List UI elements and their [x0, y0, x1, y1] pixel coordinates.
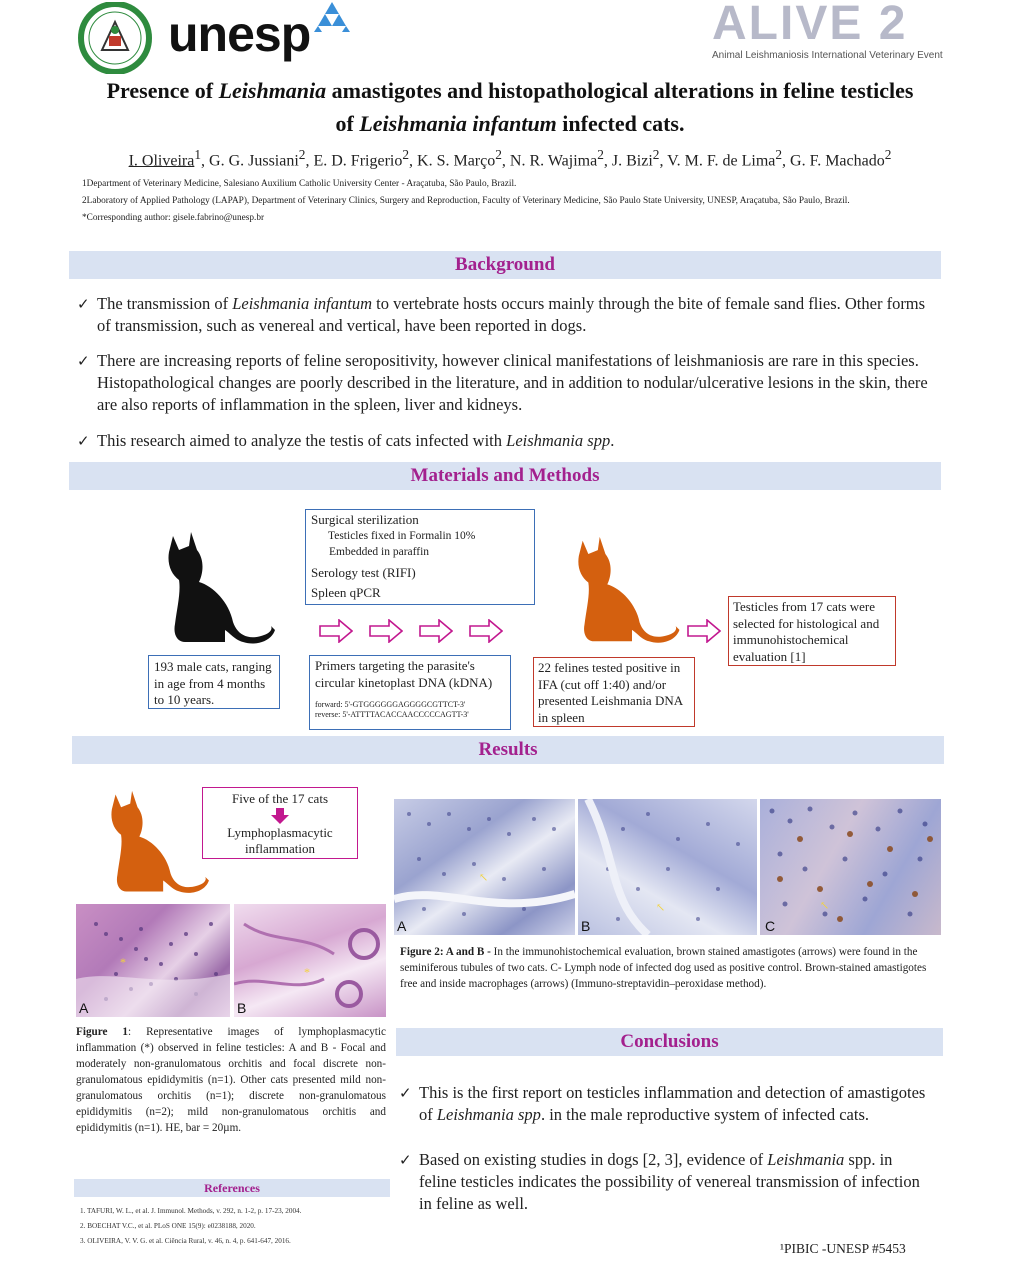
title-l2-pre: of: [335, 111, 360, 136]
svg-text:*: *: [304, 965, 310, 979]
check-icon: ✓: [399, 1084, 412, 1102]
arrow-right-icon: [369, 619, 403, 643]
bg1-it: Leishmania infantum: [232, 294, 373, 313]
figure2-image-c: [760, 799, 941, 935]
author-3-sup: 2: [402, 147, 410, 162]
alive-logo: [712, 0, 943, 70]
arrow-right-icon: [419, 619, 453, 643]
bg3-pre: This research aimed to analyze the testis of cats infected with: [97, 431, 507, 450]
university-seal: [76, 2, 154, 74]
title-l2-it: Leishmania infantum: [359, 111, 557, 136]
unesp-triangles-icon: [312, 2, 352, 32]
affiliations: [82, 177, 927, 225]
alive-subtitle: Animal Leishmaniosis International Veterinary Event: [712, 50, 943, 61]
bg1-post: to vertebrate hosts occurs mainly through the bite of female sand flies. Other forms of transmission, such as venereal and vertical, have been reported in dogs.: [97, 294, 926, 335]
bg3-post: .: [610, 431, 615, 450]
conclusions-heading: Conclusions: [396, 1028, 943, 1056]
inflammation-text: Lymphoplasmacytic inflammation: [227, 825, 333, 856]
figure1-caption: [76, 1024, 386, 1136]
c1-it: Leishmania spp: [436, 1105, 541, 1124]
pibic-footer: ¹PIBIC -UNESP #5453: [780, 1241, 906, 1256]
arrow-right-icon: [469, 619, 503, 643]
author-7: V. M. F. de Lima: [667, 152, 776, 170]
primer-forward: forward: 5'-GTGGGGGGAGGGGCGTTCT-3': [315, 700, 466, 709]
selected-box: Testicles from 17 cats were selected for histological and immunohistochemical evaluation [1]: [728, 596, 896, 666]
author-6-sup: 2: [652, 147, 660, 162]
figure2-image-a: [394, 799, 575, 935]
title-l1-it: Leishmania: [218, 78, 327, 103]
fig1-label-a: A: [79, 1000, 89, 1016]
author-8-sup: 2: [884, 147, 892, 162]
methods-heading: Materials and Methods: [69, 462, 941, 490]
fig1-label-b: B: [237, 1000, 247, 1016]
positive-box: 22 felines tested positive in IFA (cut off 1:40) and/or presented Leishmania DNA in spleen: [533, 657, 695, 727]
author-1: I. Oliveira: [128, 152, 195, 170]
check-icon: ✓: [77, 432, 90, 450]
orange-cat-results-icon: [95, 789, 213, 897]
arrow-right-icon: [319, 619, 353, 643]
primer-reverse: reverse: 5'-ATTTTACACCAACCCCCAGTT-3': [315, 710, 469, 719]
sep: ,: [782, 152, 791, 170]
sep: ,: [603, 152, 612, 170]
author-2: G. G. Jussiani: [209, 152, 299, 170]
author-1-sup: 1: [194, 147, 202, 162]
black-cat-icon: [155, 530, 275, 648]
reference-2: 2. BOECHAT V.C., et al. PLoS ONE 15(9): e0238188, 2020.: [80, 1222, 256, 1230]
c1-post: . in the male reproductive system of infected cats.: [540, 1105, 869, 1124]
five-cats-text: Five of the 17 cats: [231, 791, 329, 806]
bg3-it: Leishmania spp: [506, 431, 611, 450]
svg-text:↖: ↖: [820, 900, 830, 912]
corresponding-author: *Corresponding author: gisele.fabrino@unesp.br: [82, 213, 265, 223]
background-heading: Background: [69, 251, 941, 279]
author-6: J. Bizi: [611, 152, 653, 170]
surg-l4: Spleen qPCR: [311, 585, 381, 600]
results-heading: Results: [72, 736, 944, 764]
author-5-sup: 2: [597, 147, 604, 162]
fig2-caption-text: In the immunohistochemical evaluation, brown stained amastigotes (arrows) were found in the seminiferous tubules of two cats. C- Lymph node of infected dog used as positive control. Brown-stained amastigotes free and inside macrophages (arrows) (Immuno-streptavidin–peroxidase method).: [400, 946, 927, 990]
bg1-pre: The transmission of: [97, 294, 233, 313]
alive-title: ALIVE 2: [712, 0, 908, 50]
figure2-image-b: [578, 799, 757, 935]
conclusion-bullet-2: [399, 1149, 939, 1215]
sep: ,: [201, 152, 210, 170]
author-8: G. F. Machado: [790, 152, 885, 170]
check-icon: ✓: [77, 352, 90, 370]
references-heading: References: [74, 1179, 390, 1197]
primers-text: Primers targeting the parasite's circular kinetoplast DNA (kDNA): [315, 658, 493, 690]
reference-3: 3. OLIVEIRA, V. V. G. et al. Ciência Rural, v. 46, n. 4, p. 641-647, 2016.: [80, 1237, 291, 1245]
bg2-text: There are increasing reports of feline seropositivity, however clinical manifestations of leishmaniosis are rare in this species. Histopathological changes are poorly described in the literature, and in addition to nodular/ulcerative lesions in the skin, there are also reports of inflammation in the spleen, liver and kidneys.: [97, 351, 928, 414]
title-l2-post: infected cats.: [556, 111, 685, 136]
sep: ,: [659, 152, 668, 170]
check-icon: ✓: [77, 295, 90, 313]
author-4-sup: 2: [495, 147, 502, 162]
poster-title: [60, 74, 960, 140]
figure2-caption: [400, 944, 940, 992]
title-l1-pre: Presence of: [106, 78, 219, 103]
author-5: N. R. Wajima: [509, 152, 598, 170]
c2-it: Leishmania: [767, 1150, 845, 1169]
sep: ,: [305, 152, 314, 170]
fig1-caption-text: : Representative images of lymphoplasmacytic inflammation (*) observed in feline testicles: A and B - Focal and moderately non-granulomatous orchitis and focal discrete non-granulomatous epididymitis (n=1). Other cats presented mild non-granulomatous orchitis (n=1); discrete non-granulomatous epididymitis (n=2); mild non-granulomatous orchitis and epididymitis (n=1). HE, bar = 20µm.: [76, 1026, 386, 1134]
fig1-caption-bold: Figure 1: [76, 1026, 129, 1038]
c1-pre: This is the first report on testicles inflammation and detection of amastigotes of: [419, 1083, 926, 1124]
background-bullet-2: [77, 350, 947, 416]
surgery-box: [305, 509, 535, 605]
arrow-right-icon: [687, 619, 721, 643]
arrow-down-icon: [271, 808, 289, 824]
svg-text:↖: ↖: [479, 872, 489, 884]
cats-box: 193 male cats, ranging in age from 4 months to 10 years.: [148, 655, 280, 709]
unesp-logo-text: unesp: [168, 6, 311, 62]
author-7-sup: 2: [775, 147, 783, 162]
authors: [60, 145, 960, 171]
fig2-label-b: B: [581, 918, 591, 934]
fig2-label-c: C: [765, 918, 776, 934]
author-3: E. D. Frigerio: [313, 152, 403, 170]
fig2-caption-bold: Figure 2: A and B -: [400, 946, 491, 958]
background-bullet-3: [77, 430, 947, 452]
affiliation-1: 1Department of Veterinary Medicine, Salesiano Auxilium Catholic University Center - Araçatuba, São Paulo, Brazil.: [82, 179, 517, 189]
reference-1: 1. TAFURI, W. L., et al. J. Immunol. Methods, v. 292, n. 1-2, p. 17-23, 2004.: [80, 1207, 302, 1215]
title-l1-post: amastigotes and histopathological alterations in feline testicles: [326, 78, 914, 103]
affiliation-2: 2Laboratory of Applied Pathology (LAPAP), Department of Veterinary Clinics, Surgery and Reproduction, Faculty of Veterinary Medicine, São Paulo State University, UNESP, Araçatuba, São Paulo, Brazil.: [82, 196, 850, 206]
c2-post: spp. in feline testicles indicates the possibility of venereal transmission of infection in feline as well.: [419, 1150, 920, 1213]
primers-box: [309, 655, 511, 730]
five-cats-box: [202, 787, 358, 859]
figure1-image-a: [76, 904, 230, 1017]
svg-text:*: *: [120, 955, 126, 969]
c2-pre: Based on existing studies in dogs [2, 3], evidence of: [419, 1150, 768, 1169]
orange-cat-icon: [560, 535, 685, 647]
surg-l1: Testicles fixed in Formalin 10%: [328, 530, 476, 542]
figure1-image-b: [234, 904, 386, 1017]
fig2-label-a: A: [397, 918, 407, 934]
background-bullet-1: [77, 293, 947, 337]
sep: ,: [501, 152, 510, 170]
author-4: K. S. Março: [417, 152, 496, 170]
surg-title: Surgical sterilization: [311, 512, 419, 527]
surg-l3: Serology test (RIFI): [311, 565, 416, 580]
sep: ,: [409, 152, 418, 170]
surg-l2: Embedded in paraffin: [329, 546, 430, 558]
author-2-sup: 2: [298, 147, 306, 162]
conclusion-bullet-1: [399, 1082, 939, 1148]
svg-text:↖: ↖: [656, 902, 666, 914]
check-icon: ✓: [399, 1151, 412, 1169]
